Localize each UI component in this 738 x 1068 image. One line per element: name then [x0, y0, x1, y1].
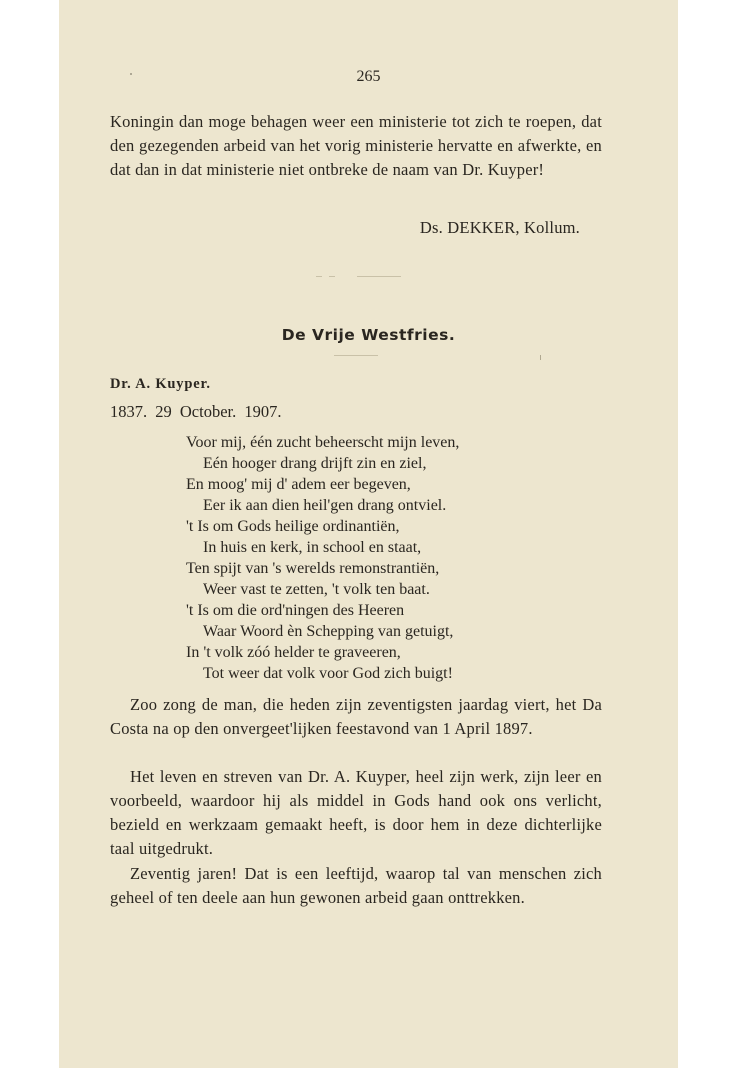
poem-line: In huis en kerk, in school en staat,: [203, 539, 422, 556]
poem-line: Weer vast te zetten, 't volk ten baat.: [203, 581, 430, 598]
poem-line: Waar Woord èn Schepping van getuigt,: [203, 623, 454, 640]
dates-line: 1837. 29 October. 1907.: [110, 402, 282, 421]
separator-dash-2: [329, 276, 335, 277]
separator-rule: [357, 276, 401, 277]
poem-line: In 't volk zóó helder te graveeren,: [186, 644, 401, 661]
top-paragraph: Koningin dan moge behagen weer een ministerie tot zich te roepen, dat den gezegenden arbeid van het vorig ministerie hervatte en afwerkte, en dat dan in dat ministerie niet ontbreke de naam van Dr. Kuyper!: [110, 112, 602, 179]
paragraph-3: Zeventig jaren! Dat is een leeftijd, waarop tal van menschen zich geheel of ten deele aan hun gewonen arbeid gaan onttrekken.: [110, 864, 602, 907]
paragraph-1: Zoo zong de man, die heden zijn zeventigsten jaardag viert, het Da Costa na op den onvergeet'lijken feestavond van 1 April 1897.: [110, 695, 602, 738]
poem-line: Eén hooger drang drijft zin en ziel,: [203, 455, 427, 472]
paragraph-2: Het leven en streven van Dr. A. Kuyper, heel zijn werk, zijn leer en voorbeeld, waardoor hij als middel in Gods hand ook ons verlicht, bezield en werkzaam gemaakt heeft, is door hem in deze dichterlijke taal uitgedrukt.: [110, 767, 602, 858]
poem-line: 't Is om die ord'ningen des Heeren: [186, 602, 405, 619]
poem-line: Voor mij, één zucht beheerscht mijn leven,: [186, 434, 460, 451]
subject-name: Dr. A. Kuyper.: [110, 376, 211, 392]
title-underline: [334, 355, 378, 356]
poem: [186, 432, 566, 684]
poem-line: Tot weer dat volk voor God zich buigt!: [203, 665, 453, 682]
book-page: [59, 0, 678, 1068]
poem-line: 't Is om Gods heilige ordinantiën,: [186, 518, 400, 535]
poem-line: En moog' mij d' adem eer begeven,: [186, 476, 411, 493]
signature: Ds. DEKKER, Kollum.: [419, 218, 580, 237]
section-title: De Vrije Westfries.: [281, 326, 456, 344]
poem-line: Ten spijt van 's werelds remonstrantiën,: [186, 560, 440, 577]
page-number: 265: [356, 68, 381, 85]
separator-dash-1: [316, 276, 322, 277]
speck-mark-2: [540, 355, 541, 360]
poem-line: Eer ik aan dien heil'gen drang ontviel.: [203, 497, 447, 514]
